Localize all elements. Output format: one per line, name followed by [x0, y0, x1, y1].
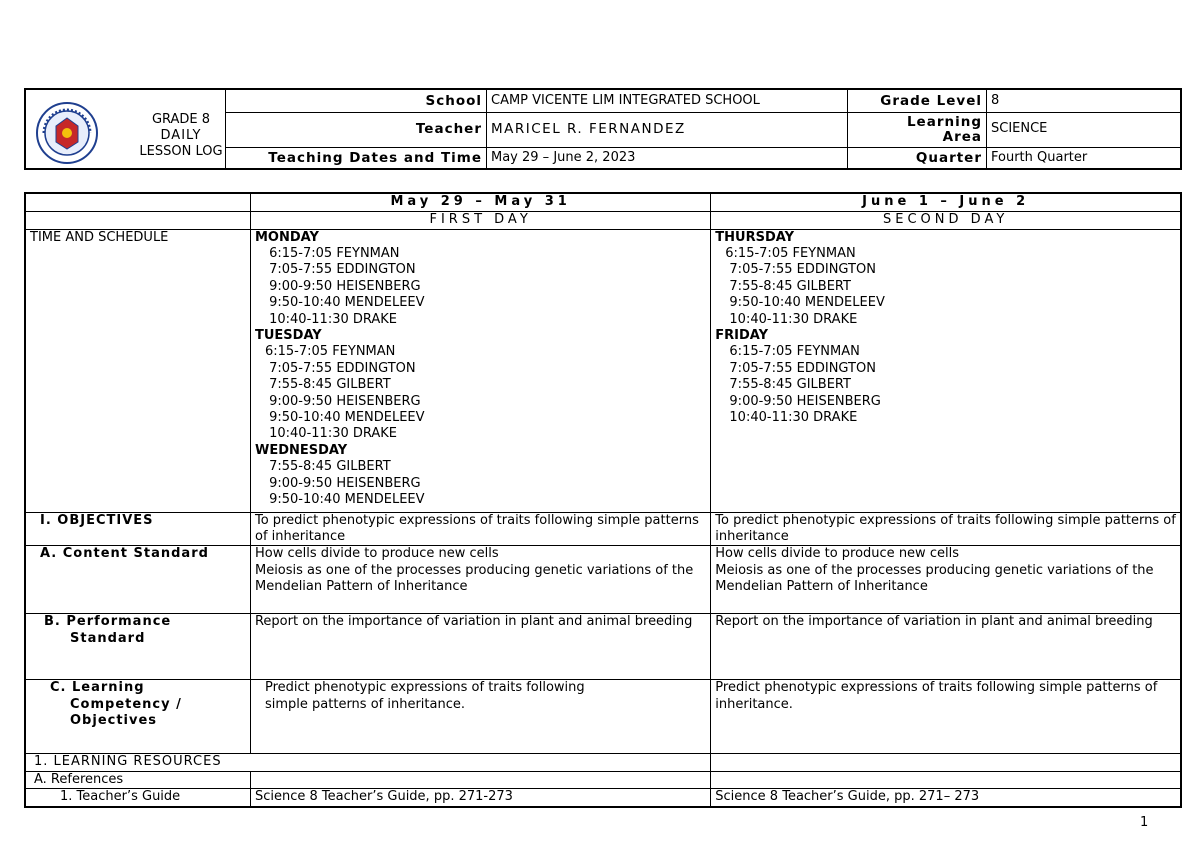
col1-slot: 7:05-7:55 EDDINGTON	[264, 360, 416, 376]
performance-standard-row	[25, 614, 1181, 680]
school-label: School	[226, 89, 487, 112]
grade-level-label: Grade Level	[848, 89, 987, 112]
learning-resources-label: 1. LEARNING RESOURCES	[25, 754, 711, 771]
day-label-2: SECOND DAY	[711, 211, 1181, 229]
col1-slot: 10:40-11:30 DRAKE	[264, 311, 398, 327]
col1-slot: 9:50-10:40 MENDELEEV	[264, 409, 425, 425]
objectives-row	[25, 512, 1181, 546]
learning-competency-col-1-line-1: Predict phenotypic expressions of traits following	[264, 680, 585, 696]
quarter-label: Quarter	[848, 147, 987, 169]
references-col-1	[250, 771, 710, 788]
content-standard-col-1-line-1: How cells divide to produce new cells	[254, 546, 499, 562]
learning-competency-col-2: Predict phenotypic expressions of traits following simple patterns of inheritance.	[711, 680, 1181, 754]
schedule-label: TIME AND SCHEDULE	[25, 229, 250, 512]
grade-level-value: 8	[987, 89, 1182, 112]
learning-area-label-1: Learning	[906, 113, 982, 130]
teachers-guide-label: 1. Teacher’s Guide	[25, 789, 250, 807]
col1-day-2: WEDNESDAY	[254, 442, 348, 458]
col2-slot: 6:15-7:05 FEYNMAN	[725, 344, 860, 360]
date-range-2: June 1 – June 2	[711, 193, 1181, 211]
content-standard-row	[25, 546, 1181, 614]
content-standard-col-1-line-2: Meiosis as one of the processes producing genetic variations of the Mendelian Pattern of Inheritance	[254, 562, 694, 595]
col1-slot: 7:55-8:45 GILBERT	[264, 377, 391, 393]
dates-value: May 29 – June 2, 2023	[487, 147, 848, 169]
header-table	[24, 88, 1182, 170]
logo-line-3: LESSON LOG	[139, 144, 223, 159]
references-col-2	[711, 771, 1181, 788]
col2-slot: 7:05-7:55 EDDINGTON	[725, 360, 876, 376]
col2-slot: 6:15-7:05 FEYNMAN	[725, 245, 856, 261]
schedule-col-2	[711, 229, 1181, 512]
learning-competency-col-1	[250, 680, 710, 754]
objectives-label: I. OBJECTIVES	[25, 512, 250, 546]
page-number: 1	[1140, 815, 1149, 830]
content-standard-label: A. Content Standard	[25, 546, 250, 614]
col1-day-0: MONDAY	[254, 229, 319, 245]
col2-slot: 7:55-8:45 GILBERT	[725, 278, 851, 294]
references-row	[25, 771, 1181, 788]
col1-slot: 9:00-9:50 HEISENBERG	[264, 475, 421, 491]
col1-slot: 9:50-10:40 MENDELEEV	[264, 295, 425, 311]
col2-day-0: THURSDAY	[715, 229, 794, 245]
learning-competency-label	[25, 680, 250, 754]
references-label: A. References	[25, 771, 250, 788]
performance-standard-col-2: Report on the importance of variation in plant and animal breeding	[711, 614, 1181, 680]
teachers-guide-col-2: Science 8 Teacher’s Guide, pp. 271– 273	[711, 789, 1181, 807]
dates-label: Teaching Dates and Time	[226, 147, 487, 169]
col1-slot: 6:15-7:05 FEYNMAN	[264, 344, 396, 360]
learning-competency-row	[25, 680, 1181, 754]
objectives-col-1: To predict phenotypic expressions of traits following simple patterns of inheritance	[250, 512, 710, 546]
learning-competency-label-2: Competency /	[70, 696, 182, 712]
teacher-value: MARICEL R. FERNANDEZ	[487, 112, 848, 147]
content-standard-col-1	[250, 546, 710, 614]
empty-corner-cell-2	[25, 211, 250, 229]
col1-slot: 9:00-9:50 HEISENBERG	[264, 278, 421, 294]
content-standard-col-2	[711, 546, 1181, 614]
learning-competency-col-1-line-2: simple patterns of inheritance.	[264, 696, 465, 712]
school-value: CAMP VICENTE LIM INTEGRATED SCHOOL	[487, 89, 848, 112]
empty-corner-cell	[25, 193, 250, 211]
col1-slot: 9:50-10:40 MENDELEEV	[264, 492, 425, 507]
logo-cell	[25, 89, 226, 169]
learning-area-label-2: Area	[942, 128, 982, 145]
lesson-log-table	[24, 192, 1182, 808]
schedule-row	[25, 229, 1181, 512]
learning-resources-empty	[711, 754, 1181, 771]
col2-slot: 7:55-8:45 GILBERT	[725, 377, 851, 393]
performance-standard-label-2: Standard	[70, 630, 146, 646]
quarter-value: Fourth Quarter	[987, 147, 1182, 169]
performance-standard-col-1: Report on the importance of variation in plant and animal breeding	[250, 614, 710, 680]
date-range-1: May 29 – May 31	[250, 193, 710, 211]
learning-resources-row	[25, 754, 1181, 771]
col1-slot: 9:00-9:50 HEISENBERG	[264, 393, 421, 409]
col1-day-1: TUESDAY	[254, 327, 322, 343]
performance-standard-label-1: B. Performance	[44, 614, 172, 630]
learning-area-label	[848, 112, 987, 147]
col1-slot: 6:15-7:05 FEYNMAN	[264, 245, 400, 261]
logo-line-2: DAILY	[160, 128, 202, 143]
performance-standard-label	[25, 614, 250, 680]
col2-slot: 7:05-7:55 EDDINGTON	[725, 262, 876, 278]
logo-line-1: GRADE 8	[151, 112, 211, 127]
col2-slot: 9:50-10:40 MENDELEEV	[725, 295, 885, 311]
col1-slot: 7:55-8:45 GILBERT	[264, 459, 391, 475]
col2-slot: 10:40-11:30 DRAKE	[725, 311, 858, 327]
teachers-guide-row	[25, 789, 1181, 807]
col2-slot: 9:00-9:50 HEISENBERG	[725, 393, 881, 409]
col1-slot: 7:05-7:55 EDDINGTON	[264, 262, 416, 278]
day-label-1: FIRST DAY	[250, 211, 710, 229]
teacher-label: Teacher	[226, 112, 487, 147]
deped-seal-icon	[36, 102, 98, 164]
objectives-col-2: To predict phenotypic expressions of traits following simple patterns of inheritance	[711, 512, 1181, 546]
col1-slot: 10:40-11:30 DRAKE	[264, 426, 398, 442]
content-standard-col-2-line-2: Meiosis as one of the processes producing genetic variations of the Mendelian Pattern of Inheritance	[715, 562, 1154, 595]
col2-slot: 10:40-11:30 DRAKE	[725, 409, 858, 425]
schedule-col-1	[250, 229, 710, 512]
learning-competency-label-3: Objectives	[70, 713, 158, 729]
teachers-guide-col-1: Science 8 Teacher’s Guide, pp. 271-273	[250, 789, 710, 807]
col2-day-1: FRIDAY	[715, 327, 769, 343]
learning-area-value: SCIENCE	[987, 112, 1182, 147]
logo-title	[122, 112, 240, 160]
learning-competency-label-1: C. Learning	[50, 680, 145, 696]
content-standard-col-2-line-1: How cells divide to produce new cells	[715, 546, 959, 562]
